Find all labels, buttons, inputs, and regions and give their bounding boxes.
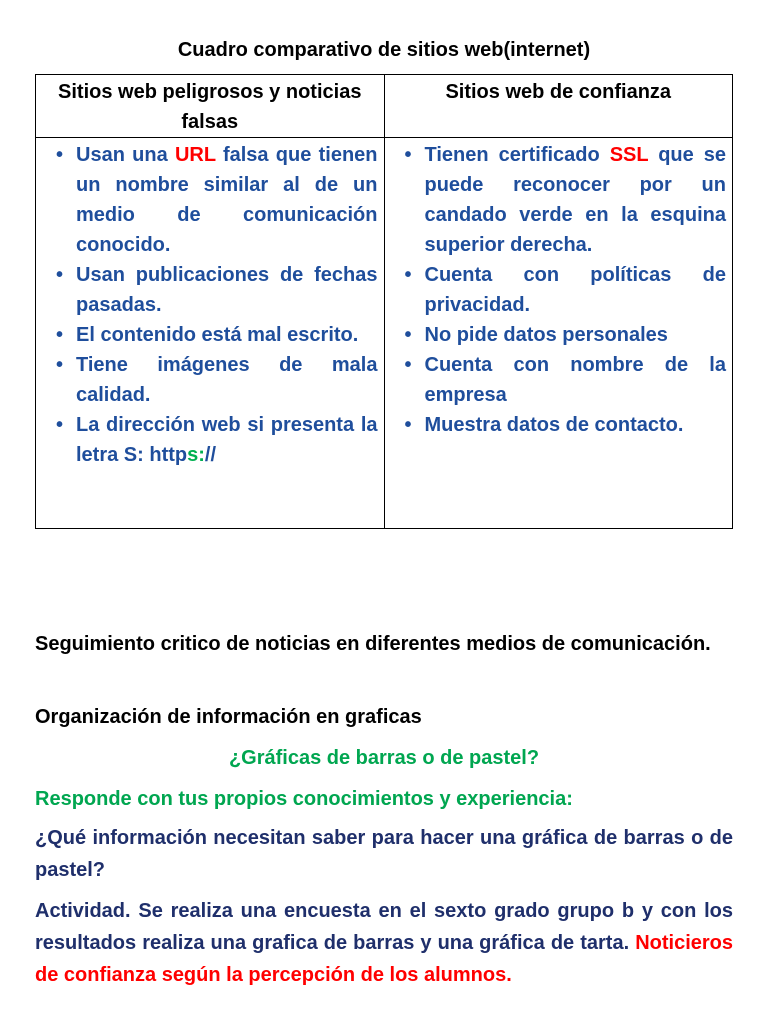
dangerous-sites-list: [36, 138, 384, 470]
paragraph-organization: Organización de información en graficas: [35, 706, 422, 728]
trusted-sites-list: [385, 138, 733, 440]
item-text: El contenido está mal escrito.: [76, 324, 359, 346]
paragraph-news-tracking: Seguimiento critico de noticias en diferentes medios de comunicación.: [35, 633, 711, 655]
list-item: [56, 140, 378, 260]
instruction-respond: Responde con tus propios conocimientos y experiencia:: [35, 788, 573, 810]
list-item: [405, 260, 727, 320]
document-title: Cuadro comparativo de sitios web(internet): [177, 39, 591, 61]
item-text: Usan una: [76, 144, 175, 166]
item-text: Usan publicaciones de fechas pasadas.: [76, 264, 378, 316]
comparison-table: [35, 74, 733, 529]
activity-paragraph: [35, 895, 733, 991]
item-text: Cuenta con políticas de privacidad.: [424, 264, 726, 316]
item-text: La dirección web si presenta la letra S: http: [76, 414, 378, 466]
list-item: [405, 140, 727, 260]
list-item: [405, 320, 727, 350]
item-text: //: [204, 444, 217, 466]
list-item: [405, 410, 727, 440]
header-dangerous-sites: Sitios web peligrosos y noticias falsas: [36, 75, 385, 138]
list-item: [56, 350, 378, 410]
s-highlight: s: [187, 444, 199, 466]
dangerous-sites-cell: [36, 138, 385, 529]
list-item: [56, 320, 378, 350]
item-text: Muestra datos de contacto.: [424, 414, 684, 436]
url-highlight: URL: [174, 144, 216, 166]
trusted-sites-cell: [384, 138, 733, 529]
activity-highlight: Noticieros de confianza según la percepción de los alumnos.: [35, 932, 733, 986]
list-item: [56, 260, 378, 320]
question-information: ¿Qué información necesitan saber para hacer una gráfica de barras o de pastel?: [35, 827, 733, 881]
item-text: Cuenta con nombre de la empresa: [424, 354, 726, 406]
item-text: falsa que tienen un nombre similar al de un medio de comunicación conocido.: [76, 144, 378, 256]
item-text: No pide datos personales: [424, 324, 668, 346]
ssl-highlight: SSL: [609, 144, 649, 166]
item-text: Tienen certificado: [424, 144, 610, 166]
item-text: Tiene imágenes de mala calidad.: [76, 354, 378, 406]
item-text: que se puede reconocer por un candado verde en la esquina superior derecha.: [424, 144, 726, 256]
table-body-row: [36, 138, 733, 529]
activity-text: Actividad. Se realiza una encuesta en el sexto grado grupo b y con los resultados realiza una grafica de barras y una gráfica de tarta.: [35, 900, 733, 954]
header-trusted-sites: Sitios web de confianza: [384, 75, 733, 138]
colon-highlight: :: [198, 444, 205, 466]
list-item: [405, 350, 727, 410]
list-item: [56, 410, 378, 470]
table-header-row: [36, 75, 733, 138]
question-chart-type: ¿Gráficas de barras o de pastel?: [228, 747, 540, 769]
